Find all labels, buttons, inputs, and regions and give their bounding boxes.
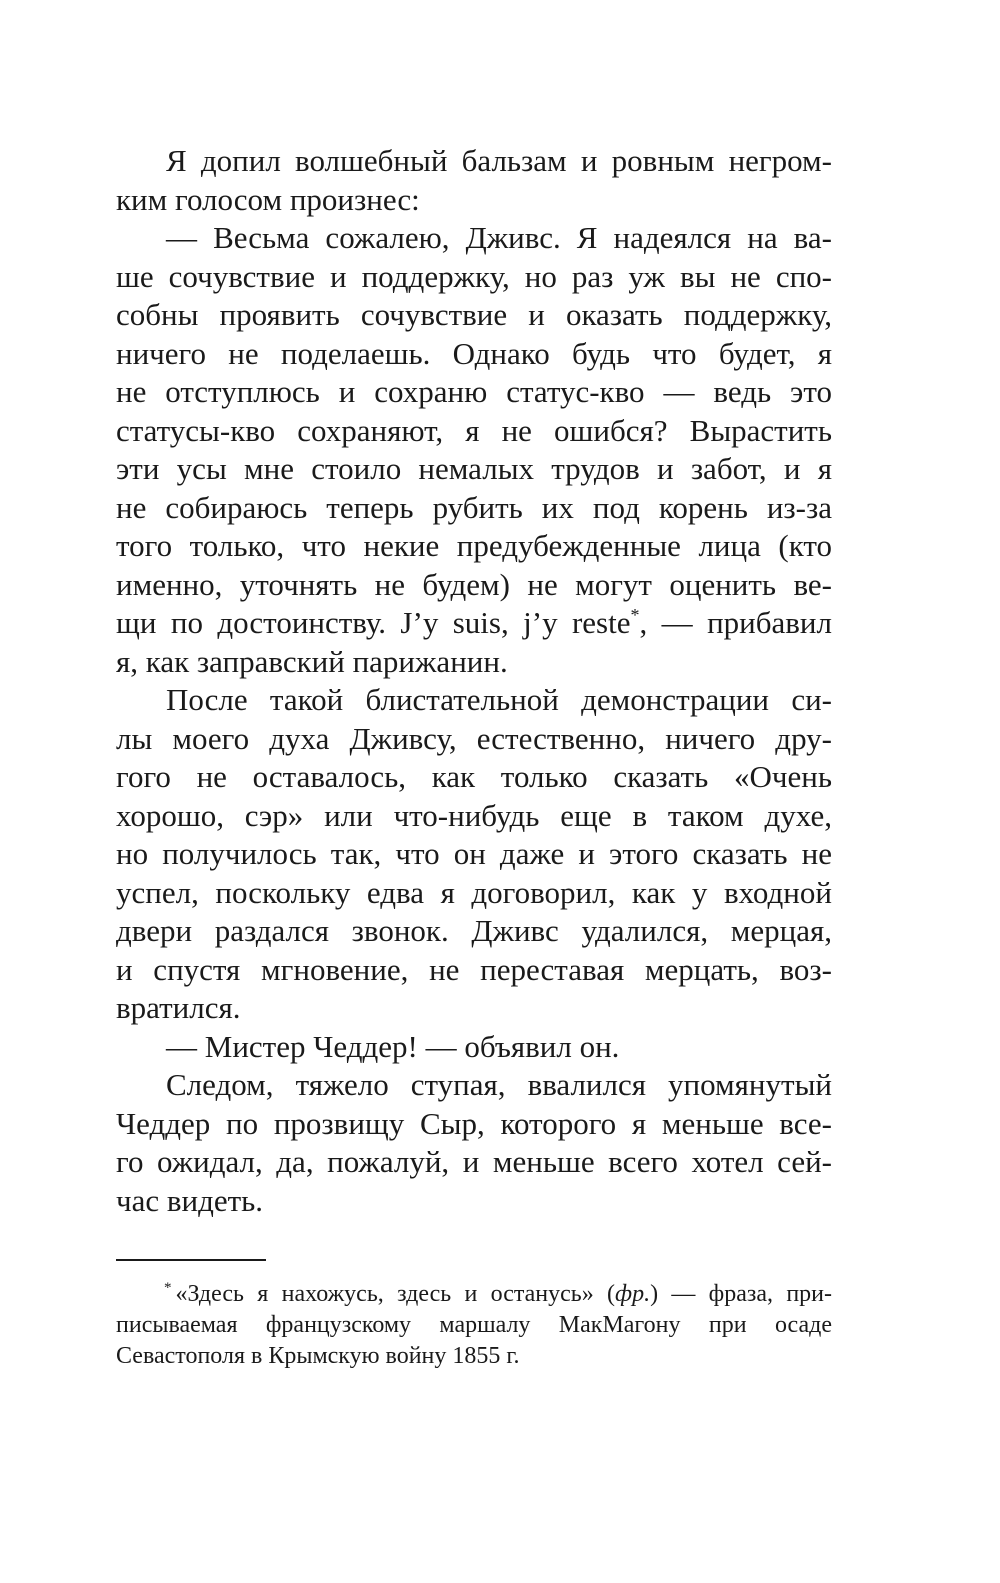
text-line: вратился.	[116, 990, 241, 1025]
text-line: и спустя мгновение, не переставая мерцать, воз-	[116, 951, 832, 987]
text-line: ничего не поделаешь. Однако будь что будет, я	[116, 335, 832, 371]
text-fragment: щи по достоинству. J’y suis, j’y reste	[116, 605, 631, 640]
text-line: лы моего духа Дживсу, естественно, ничего дру-	[116, 720, 832, 756]
text-line: хорошо, сэр» или что-нибудь еще в таком духе,	[116, 797, 832, 833]
text-line-with-footnote	[116, 604, 832, 643]
text-line: ше сочувствие и поддержку, но раз уж вы не спо-	[116, 258, 832, 294]
text-line: статусы-кво сохраняют, я не ошибся? Вырастить	[116, 412, 832, 448]
footnote-language-abbr: фр.	[615, 1281, 651, 1307]
text-line: час видеть.	[116, 1182, 264, 1218]
text-line: ким голосом произнес:	[116, 181, 420, 217]
text-line: двери раздался звонок. Дживс удалился, мерцая,	[116, 913, 832, 948]
text-line: но получилось так, что он даже и этого сказать не	[116, 836, 832, 871]
text-line: Следом, тяжело ступая, ввалился упомянутый	[166, 1067, 832, 1102]
text-line: — Весьма сожалею, Дживс. Я надеялся на ва-	[166, 220, 832, 255]
footnote	[116, 1279, 832, 1372]
text-line: Чеддер по прозвищу Сыр, которого я меньше все-	[116, 1105, 832, 1141]
text-line: не отступлюсь и сохраню статус-кво — ведь это	[116, 374, 832, 409]
footnote-divider	[116, 1259, 266, 1261]
footnote-text: «Здесь я нахожусь, здесь и останусь» (	[175, 1281, 616, 1307]
text-line: гого не оставалось, как только сказать «Очень	[116, 759, 832, 794]
footnote-text: ) — фраза, при-	[650, 1281, 832, 1307]
text-line: успел, поскольку едва я договорил, как у входной	[116, 874, 832, 910]
main-text	[116, 142, 832, 1220]
text-line: эти усы мне стоило немалых трудов и забот, и я	[116, 451, 832, 486]
footnote-line	[116, 1279, 832, 1310]
text-line: того только, что некие предубежденные лица (кто	[116, 528, 832, 563]
text-line: го ожидал, да, пожалуй, и меньше всего хотел сей-	[116, 1144, 832, 1179]
text-line: — Мистер Чеддер! — объявил он.	[166, 1028, 620, 1064]
footnote-line: Севастополя в Крымскую войну 1855 г.	[116, 1343, 520, 1369]
text-line: собны проявить сочувствие и оказать поддержку,	[116, 297, 832, 332]
footnote-line: писываемая французскому маршалу МакМагону при осаде	[116, 1312, 832, 1338]
text-line: После такой блистательной демонстрации си-	[166, 682, 832, 717]
text-fragment: , — прибавил	[639, 605, 832, 640]
footnote-reference: *	[630, 605, 640, 625]
footnote-marker: *	[164, 1280, 172, 1296]
text-line: не собираюсь теперь рубить их под корень из-за	[116, 489, 832, 525]
text-line: именно, уточнять не будем) не могут оценить ве-	[116, 566, 832, 602]
text-line: Я допил волшебный бальзам и ровным негром-	[166, 143, 832, 178]
text-line: я, как заправский парижанин.	[116, 643, 508, 679]
